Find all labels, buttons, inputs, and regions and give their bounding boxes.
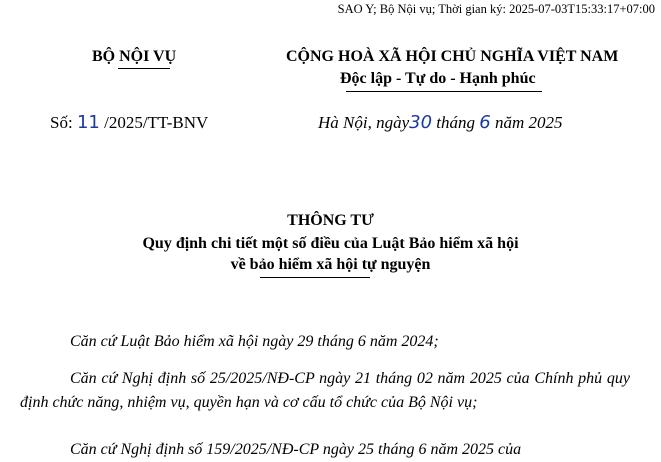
issuing-agency: BỘ NỘI VỤ bbox=[92, 48, 177, 65]
preamble-paragraph-2: Căn cứ Nghị định số 25/2025/NĐ-CP ngày 21 tháng 02 năm 2025 của Chính phủ quy định chức năng, nhiệm vụ, quyền hạn và cơ cấu tổ chức của Bộ Nội vụ; bbox=[20, 370, 630, 411]
subject-underline bbox=[260, 277, 370, 278]
document-number bbox=[50, 112, 208, 133]
month-label: tháng bbox=[436, 113, 476, 132]
preamble-paragraph-1: Căn cứ Luật Bảo hiểm xã hội ngày 29 tháng 6 năm 2024; bbox=[70, 333, 439, 350]
copy-stamp: SAO Y; Bộ Nội vụ; Thời gian ký: 2025-07-03T15:33:17+07:00 bbox=[337, 2, 655, 16]
national-title: CỘNG HOÀ XÃ HỘI CHỦ NGHĨA VIỆT NAM bbox=[286, 48, 619, 65]
document-type: THÔNG TƯ bbox=[287, 212, 374, 229]
subject-line-2: về bảo hiểm xã hội tự nguyện bbox=[230, 256, 431, 273]
year-label: năm 2025 bbox=[494, 113, 563, 132]
doc-number-prefix: Số: bbox=[50, 113, 73, 132]
day-handwritten: 30 bbox=[409, 112, 433, 133]
month-handwritten: 6 bbox=[479, 112, 491, 133]
motto-underline bbox=[346, 91, 542, 92]
document-subject bbox=[0, 233, 661, 275]
doc-number-handwritten: 11 bbox=[76, 112, 100, 133]
doc-number-suffix: /2025/TT-BNV bbox=[104, 113, 209, 132]
subject-line-1: Quy định chi tiết một số điều của Luật Bảo hiểm xã hội bbox=[142, 235, 519, 252]
national-motto: Độc lập - Tự do - Hạnh phúc bbox=[340, 70, 536, 87]
place-and-date bbox=[318, 112, 563, 133]
preamble-paragraph-3: Căn cứ Nghị định số 159/2025/NĐ-CP ngày 25 tháng 6 năm 2025 của bbox=[70, 441, 522, 458]
agency-underline bbox=[118, 68, 170, 69]
place-prefix: Hà Nội, ngày bbox=[318, 113, 410, 132]
